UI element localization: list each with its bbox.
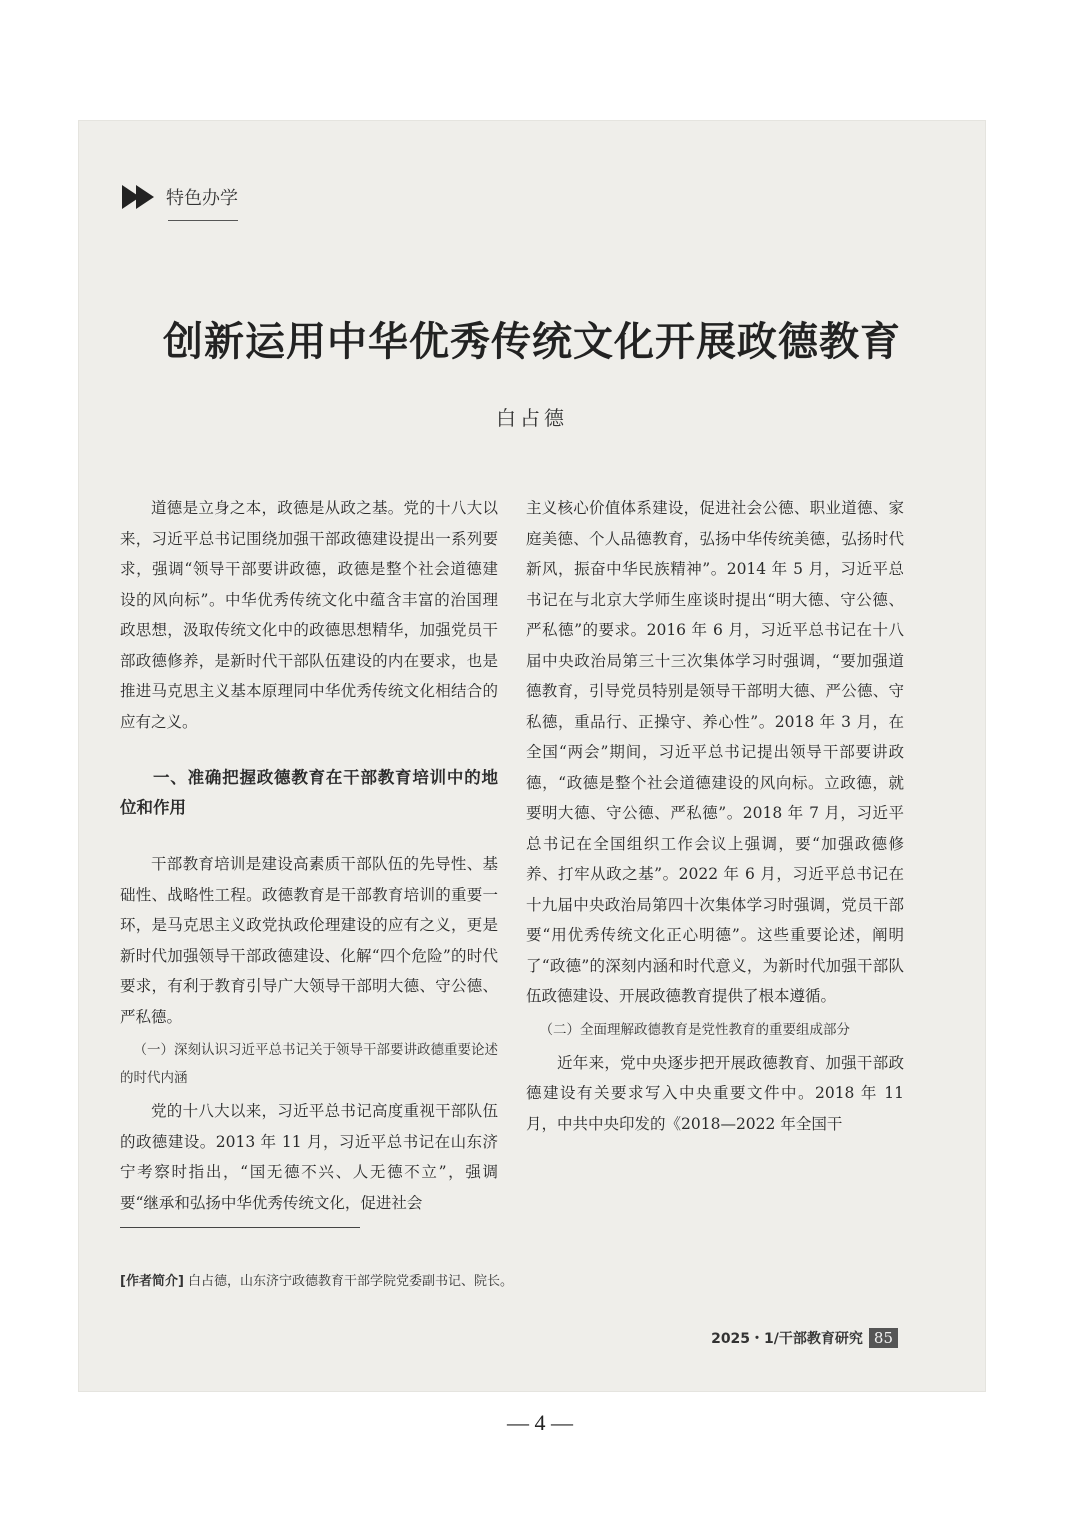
paragraph: 党的十八大以来，习近平总书记高度重视干部队伍的政德建设。2013 年 11 月，习近平总书记在山东济宁考察时指出，“国无德不兴、人无德不立”，强调要“继承和弘扬中华优秀传统文化，促进社会 xyxy=(120,1102,498,1212)
footnote-tag: [作者简介] xyxy=(120,1274,184,1289)
section-heading: 一、准确把握政德教育在干部教育培训中的地位和作用 xyxy=(120,768,498,817)
section-tag xyxy=(122,184,238,210)
subsection-heading: （一）深刻认识习近平总书记关于领导干部要讲政德重要论述的时代内涵 xyxy=(120,1042,498,1086)
article-author: 白占德 xyxy=(496,406,568,430)
author-footnote xyxy=(120,1270,513,1289)
footnote-text: 白占德，山东济宁政德教育干部学院党委副书记、院长。 xyxy=(188,1274,514,1289)
issue-label: 2025・1/ xyxy=(711,1331,779,1347)
article-title: 创新运用中华优秀传统文化开展政德教育 xyxy=(163,319,901,365)
footnote-rule xyxy=(120,1227,360,1228)
paragraph: 主义核心价值体系建设，促进社会公德、职业道德、家庭美德、个人品德教育，弘扬中华传统美德，弘扬时代新风，振奋中华民族精神”。2014 年 5 月，习近平总书记在与北京大学师生座谈时提出“明大德、守公德、严私德”的要求。2016 年 6 月，习近平总书记在十八届中央政治局第三十三次集体学习时强调，“要加强道德教育，引导党员特别是领导干部明大德、严公德、守私德，重品行、正操守、养心性”。2018 年 3 月，在全国“两会”期间，习近平总书记提出领导干部要讲政德，“政德是整个社会道德建设的风向标。立政德，就要明大德、守公德、严私德”。2018 年 7 月，习近平总书记在全国组织工作会议上强调，要“加强政德修养、打牢从政之基”。2022 年 6 月，习近平总书记在十九届中央政治局第四十次集体学习时强调，党员干部要“用优秀传统文化正心明德”。这些重要论述，阐明了“政德”的深刻内涵和时代意义，为新时代加强干部队伍政德建设、开展政德教育提供了根本遵循。 xyxy=(526,499,904,1005)
right-column xyxy=(526,493,904,1139)
section-underline xyxy=(168,220,238,221)
subsection-heading: （二）全面理解政德教育是党性教育的重要组成部分 xyxy=(539,1021,850,1038)
magazine-page xyxy=(78,120,986,1392)
paragraph: 道德是立身之本，政德是从政之基。党的十八大以来，习近平总书记围绕加强干部政德建设提出一系列要求，强调“领导干部要讲政德，政德是整个社会道德建设的风向标”。中华优秀传统文化中蕴含丰富的治国理政思想，汲取传统文化中的政德思想精华，加强党员干部政德修养，是新时代干部队伍建设的内在要求，也是推进马克思主义基本原理同中华优秀传统文化相结合的应有之义。 xyxy=(120,499,498,731)
journal-name: 干部教育研究 xyxy=(778,1331,863,1347)
page-number: 85 xyxy=(869,1328,898,1348)
journal-footer xyxy=(711,1328,898,1348)
double-arrow-icon xyxy=(122,185,150,209)
paragraph: 近年来，党中央逐步把开展政德教育、加强干部政德建设有关要求写入中央重要文件中。2018 年 11 月，中共中央印发的《2018—2022 年全国干 xyxy=(526,1053,904,1133)
left-column xyxy=(120,493,498,1218)
document-page-number: — 4 — xyxy=(507,1410,573,1435)
paragraph: 干部教育培训是建设高素质干部队伍的先导性、基础性、战略性工程。政德教育是干部教育培训的重要一环，是马克思主义政党执政伦理建设的应有之义，更是新时代加强领导干部政德建设、化解“四个危险”的时代要求，有利于教育引导广大领导干部明大德、守公德、严私德。 xyxy=(120,855,498,1026)
section-label: 特色办学 xyxy=(166,188,238,209)
